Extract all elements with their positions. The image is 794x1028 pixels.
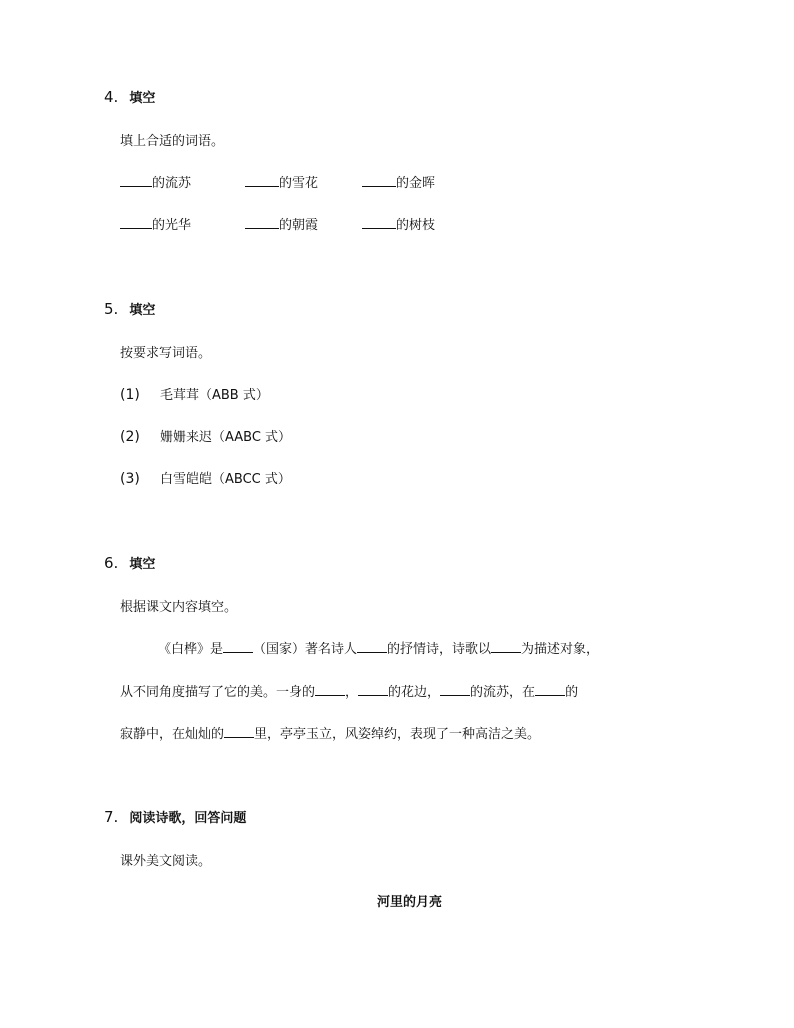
question-type: 阅读诗歌，回答问题: [129, 811, 247, 826]
sub-item-text: 毛茸茸（ABB 式）: [159, 388, 269, 403]
question-5-instruction: 按要求写词语。: [120, 346, 212, 361]
answer-blank[interactable]: [120, 215, 152, 229]
question-5-header: [104, 299, 155, 318]
passage-line-3: 寂静中，在灿灿的 里，亭亭玉立，风姿绰约，表现了一种高洁之美。: [120, 723, 540, 742]
question-type: 填空: [129, 303, 156, 318]
question-6-header: [104, 553, 155, 572]
sub-item-text: 白雪皑皑（ABCC 式）: [159, 472, 291, 487]
question-7-instruction: 课外美文阅读。: [120, 854, 212, 869]
answer-blank[interactable]: [223, 639, 253, 653]
question-number: 6.: [104, 554, 119, 572]
fill-item: 的树枝: [362, 214, 435, 233]
question-6-instruction: 根据课文内容填空。: [120, 600, 238, 615]
sub-item: [120, 468, 291, 487]
question-number: 7.: [104, 808, 119, 826]
sub-item: [120, 384, 269, 403]
passage-line-2: 从不同角度描写了它的美。一身的 ， 的花边， 的流苏，在 的: [120, 681, 578, 700]
question-type: 填空: [129, 91, 156, 106]
answer-blank[interactable]: [358, 682, 388, 696]
answer-blank[interactable]: [362, 215, 396, 229]
reading-title: 河里的月亮: [377, 895, 443, 910]
fill-item: 的光华: [120, 214, 191, 233]
answer-blank[interactable]: [491, 639, 521, 653]
passage-line-1: 《白桦》是 （国家）著名诗人 的抒情诗，诗歌以 为描述对象，: [158, 638, 599, 657]
fill-item: 的朝霞: [245, 214, 318, 233]
answer-blank[interactable]: [245, 215, 279, 229]
fill-item: 的流苏: [120, 172, 191, 191]
sub-item-label: (3): [120, 471, 140, 487]
fill-item: 的雪花: [245, 172, 318, 191]
question-type: 填空: [129, 557, 156, 572]
answer-blank[interactable]: [362, 173, 396, 187]
question-number: 5.: [104, 300, 119, 318]
answer-blank[interactable]: [120, 173, 152, 187]
question-4-header: [104, 87, 155, 106]
sub-item: [120, 426, 291, 445]
answer-blank[interactable]: [245, 173, 279, 187]
question-number: 4.: [104, 88, 119, 106]
sub-item-label: (1): [120, 387, 140, 403]
question-7-header: [104, 807, 246, 826]
answer-blank[interactable]: [357, 639, 387, 653]
answer-blank[interactable]: [224, 724, 254, 738]
answer-blank[interactable]: [440, 682, 470, 696]
answer-blank[interactable]: [535, 682, 565, 696]
answer-blank[interactable]: [315, 682, 345, 696]
sub-item-label: (2): [120, 429, 140, 445]
fill-item: 的金晖: [362, 172, 435, 191]
sub-item-text: 姗姗来迟（AABC 式）: [159, 430, 292, 445]
question-4-instruction: 填上合适的词语。: [120, 134, 225, 149]
